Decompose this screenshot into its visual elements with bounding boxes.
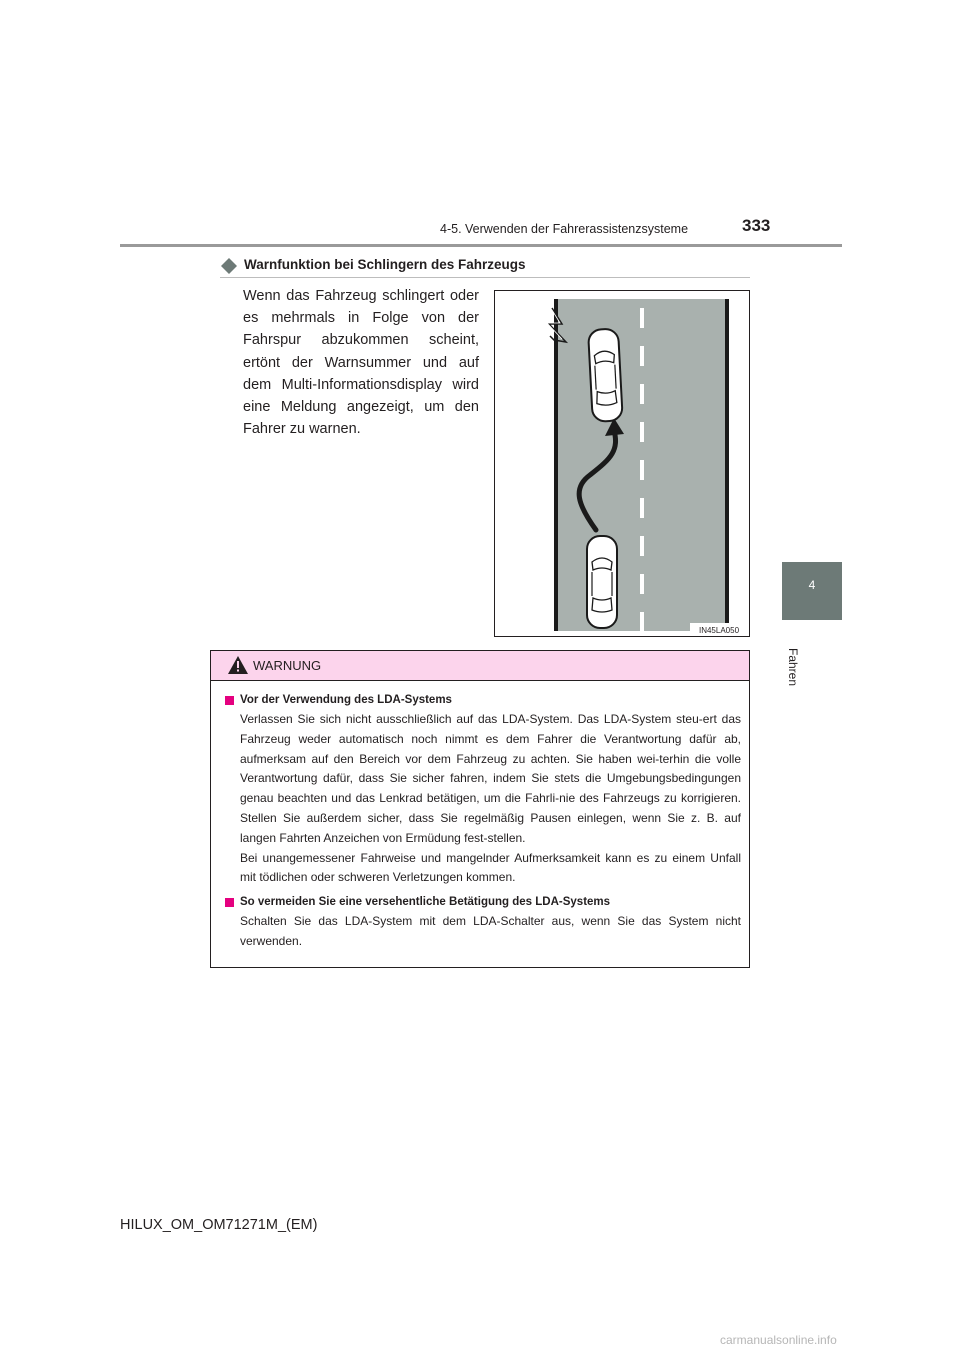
- vehicle-rear: [587, 536, 617, 628]
- diamond-icon: [220, 257, 238, 275]
- chapter-number: 4: [808, 578, 816, 592]
- chapter-label-text: Fahren: [786, 648, 800, 687]
- page-number: 333: [742, 216, 771, 235]
- vehicle-front: [588, 328, 623, 421]
- warning-item-heading-text: Vor der Verwendung des LDA-Systems: [240, 694, 452, 706]
- header-divider: [120, 244, 842, 247]
- bullet-square-icon: [225, 898, 234, 907]
- section-title: Warnfunktion bei Schlingern des Fahrzeugs: [244, 257, 526, 272]
- bullet-square-icon: [225, 696, 234, 705]
- warning-item: [225, 694, 741, 888]
- warning-item-text-2: Bei unangemessener Fahrweise und mangelnder Aufmerksamkeit kann es zu einem Unfall mit tödlichen oder schweren Verletzungen kommen.: [240, 850, 741, 885]
- footer-document-code: HILUX_OM_OM71271M_(EM): [120, 1217, 318, 1233]
- warning-item-text: Verlassen Sie sich nicht ausschließlich auf das LDA-System. Das LDA-System steu-ert das Fahrzeug weder automatisch noch nimmt es dem Fahrer die Verantwortung dafür ab, aufmerksam auf den Bereich vor dem Fahrzeug zu achten. Sie haben wei-terhin die volle Verantwortung dafür, dass Sie sicher fahren, indem Sie stets die Umgebungsbedingungen genau beachten und das Lenkrad betätigen, um die Fahrli-nie des Fahrzeugs zu korrigieren. Stellen Sie außerdem sicher, dass Sie regelmäßig Pausen einlegen, wenn Sie z. B. auf langen Fahrten Anzeichen von Ermüdung fest-stellen.: [240, 712, 741, 845]
- warning-item-heading: [225, 896, 741, 908]
- warning-title: WARNUNG: [253, 658, 322, 673]
- watermark: carmanualsonline.info: [720, 1333, 837, 1347]
- warning-item-heading-text: So vermeiden Sie eine versehentliche Betätigung des LDA-Systems: [240, 896, 611, 908]
- chapter-label: [788, 648, 802, 688]
- header-section-title: 4-5. Verwenden der Fahrerassistenzsysteme: [440, 222, 689, 236]
- illustration-code: IN45LA050: [698, 626, 740, 635]
- warning-item-text: Schalten Sie das LDA-System mit dem LDA-Schalter aus, wenn Sie das System nicht verwenden.: [240, 914, 741, 948]
- warning-item: [225, 896, 741, 952]
- warning-box: [210, 650, 750, 968]
- warning-triangle-icon: [228, 656, 248, 674]
- section-body-text: Wenn das Fahrzeug schlingert oder es mehrmals in Folge von der Fahrspur abzukommen scheint, ertönt der Warnsummer und auf dem Multi-Informationsdisplay wird eine Meldung angezeigt, um den Fahrer zu warnen.: [243, 288, 479, 438]
- warning-item-heading: [225, 694, 741, 706]
- warning-header: [211, 651, 749, 681]
- section-heading: [220, 255, 750, 278]
- swerving-vehicle-illustration: [494, 290, 750, 637]
